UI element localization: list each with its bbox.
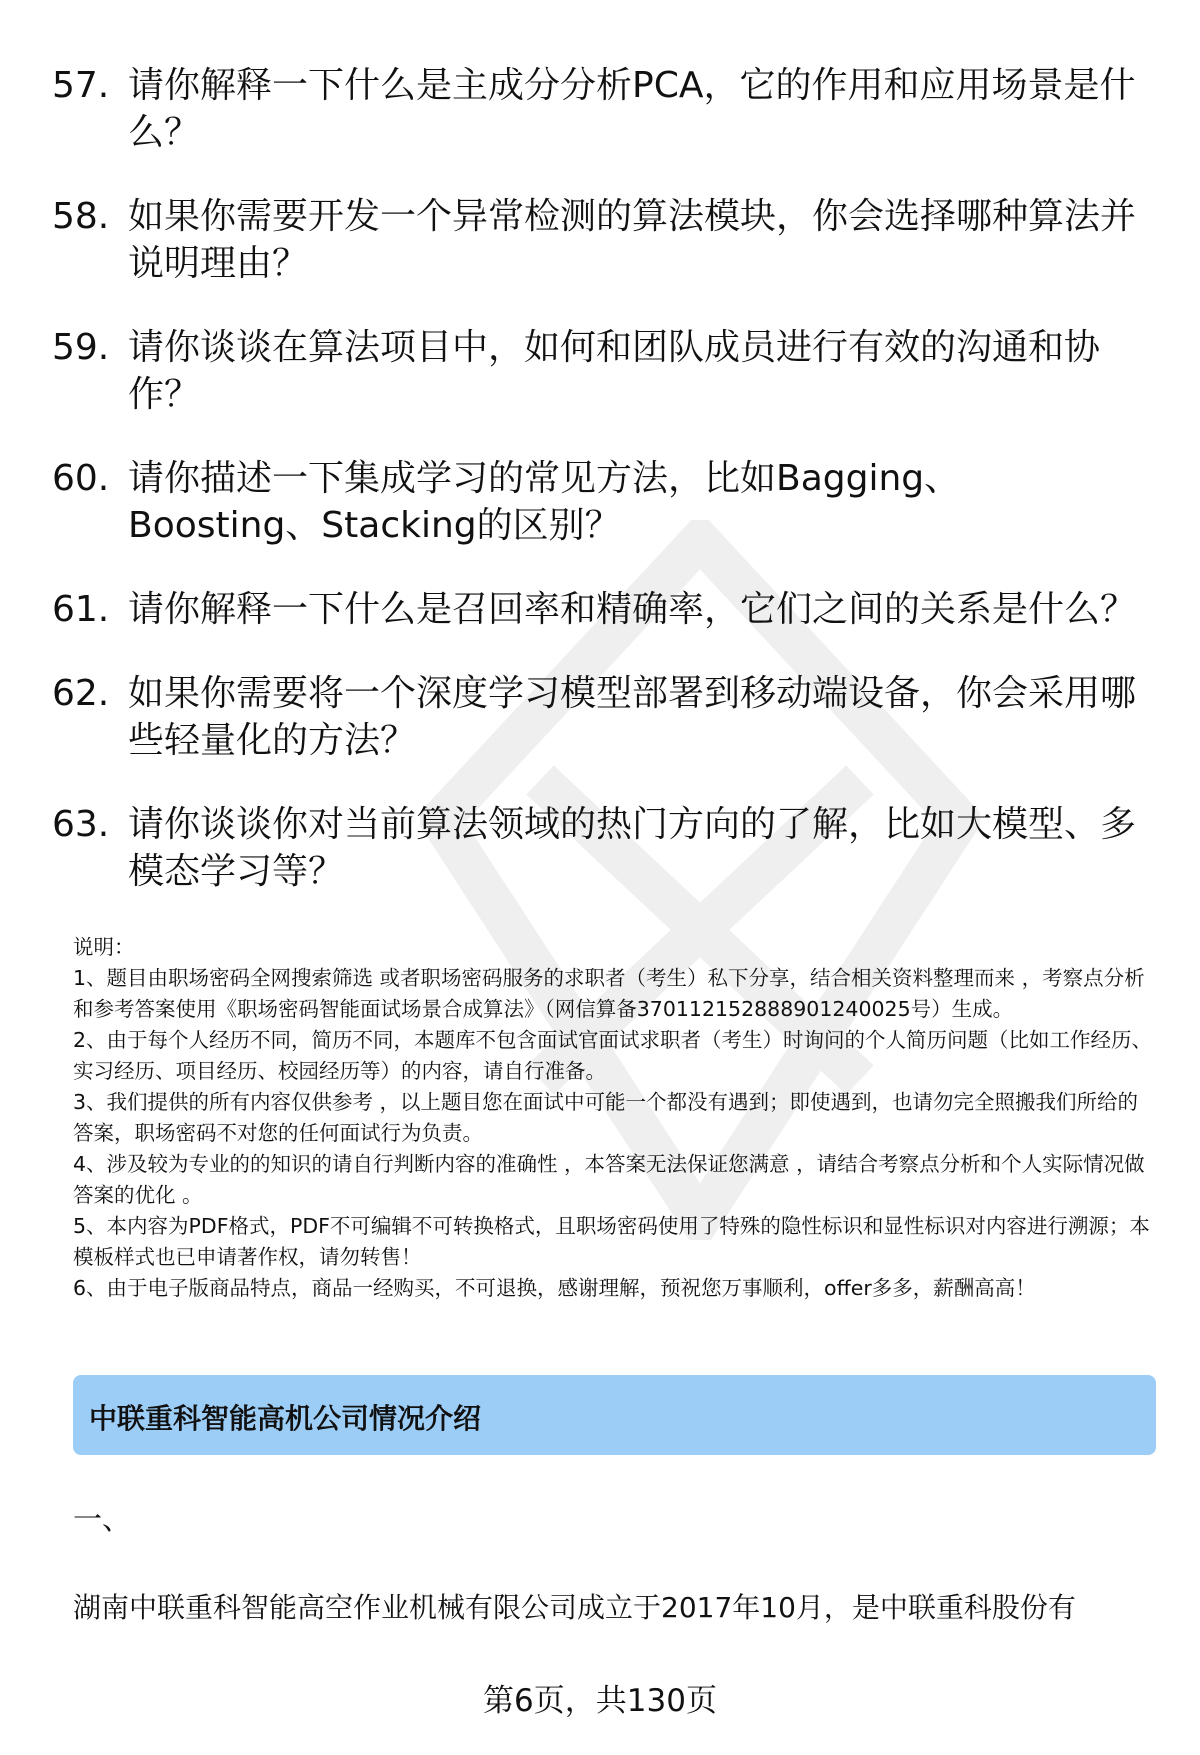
question-text: 请你谈谈你对当前算法领域的热门方向的了解，比如大模型、多模态学习等？ bbox=[128, 804, 1137, 892]
section-banner bbox=[73, 1375, 1156, 1455]
question-text: 如果你需要将一个深度学习模型部署到移动端设备，你会采用哪些轻量化的方法？ bbox=[128, 673, 1137, 761]
question-number: 62. bbox=[52, 673, 110, 714]
question-text: 请你解释一下什么是主成分分析PCA，它的作用和应用场景是什么？ bbox=[128, 65, 1136, 153]
question-60 bbox=[52, 455, 1142, 549]
question-text: 请你解释一下什么是召回率和精确率，它们之间的关系是什么？ bbox=[128, 589, 1137, 630]
question-number: 57. bbox=[52, 65, 110, 106]
note-item: 1、题目由职场密码全网搜索筛选 或者职场密码服务的求职者（考生）私下分享，结合相关资料整理而来 ，考察点分析和参考答案使用《职场密码智能面试场景合成算法》（网信算备370112152888901240025号）生成。 bbox=[73, 966, 1145, 1021]
question-number: 60. bbox=[52, 458, 110, 499]
note-item: 5、本内容为PDF格式，PDF不可编辑不可转换格式，且职场密码使用了特殊的隐性标识和显性标识对内容进行溯源；本模板样式也已申请著作权，请勿转售！ bbox=[73, 1214, 1150, 1269]
question-62 bbox=[52, 670, 1142, 764]
question-text: 请你描述一下集成学习的常见方法，比如Bagging、Boosting、Stacking的区别？ bbox=[128, 458, 961, 546]
question-58 bbox=[52, 193, 1142, 287]
question-63 bbox=[52, 801, 1142, 895]
note-item: 3、我们提供的所有内容仅供参考 ，以上题目您在面试中可能一个都没有遇到；即使遇到，也请勿完全照搬我们所给的答案，职场密码不对您的任何面试行为负责。 bbox=[73, 1090, 1139, 1145]
note-item: 6、由于电子版商品特点，商品一经购买，不可退换，感谢理解，预祝您万事顺利，offer多多，薪酬高高！ bbox=[73, 1276, 1036, 1300]
section-paragraph: 湖南中联重科智能高空作业机械有限公司成立于2017年10月，是中联重科股份有 bbox=[73, 1591, 1076, 1624]
section-heading: 一、 bbox=[73, 1502, 132, 1536]
note-item: 4、涉及较为专业的的知识的请自行判断内容的准确性 ，本答案无法保证您满意 ，请结合考察点分析和个人实际情况做答案的优化 。 bbox=[73, 1152, 1145, 1207]
question-number: 61. bbox=[52, 589, 110, 630]
notes-title: 说明： bbox=[73, 935, 135, 959]
question-61 bbox=[52, 586, 1142, 633]
question-number: 58. bbox=[52, 196, 110, 237]
note-item: 2、由于每个人经历不同，简历不同，本题库不包含面试官面试求职者（考生）时询问的个人简历问题（比如工作经历、实习经历、项目经历、校园经历等）的内容，请自行准备。 bbox=[73, 1028, 1153, 1083]
question-57 bbox=[52, 62, 1142, 156]
question-59 bbox=[52, 324, 1142, 418]
question-number: 59. bbox=[52, 327, 110, 368]
notes-block bbox=[73, 932, 1158, 1304]
section-title: 中联重科智能高机公司情况介绍 bbox=[89, 1402, 482, 1435]
question-text: 请你谈谈在算法项目中，如何和团队成员进行有效的沟通和协作？ bbox=[128, 327, 1101, 415]
question-number: 63. bbox=[52, 804, 110, 845]
question-text: 如果你需要开发一个异常检测的算法模块，你会选择哪种算法并说明理由？ bbox=[128, 196, 1137, 284]
page-footer: 第6页，共130页 bbox=[483, 1683, 717, 1719]
